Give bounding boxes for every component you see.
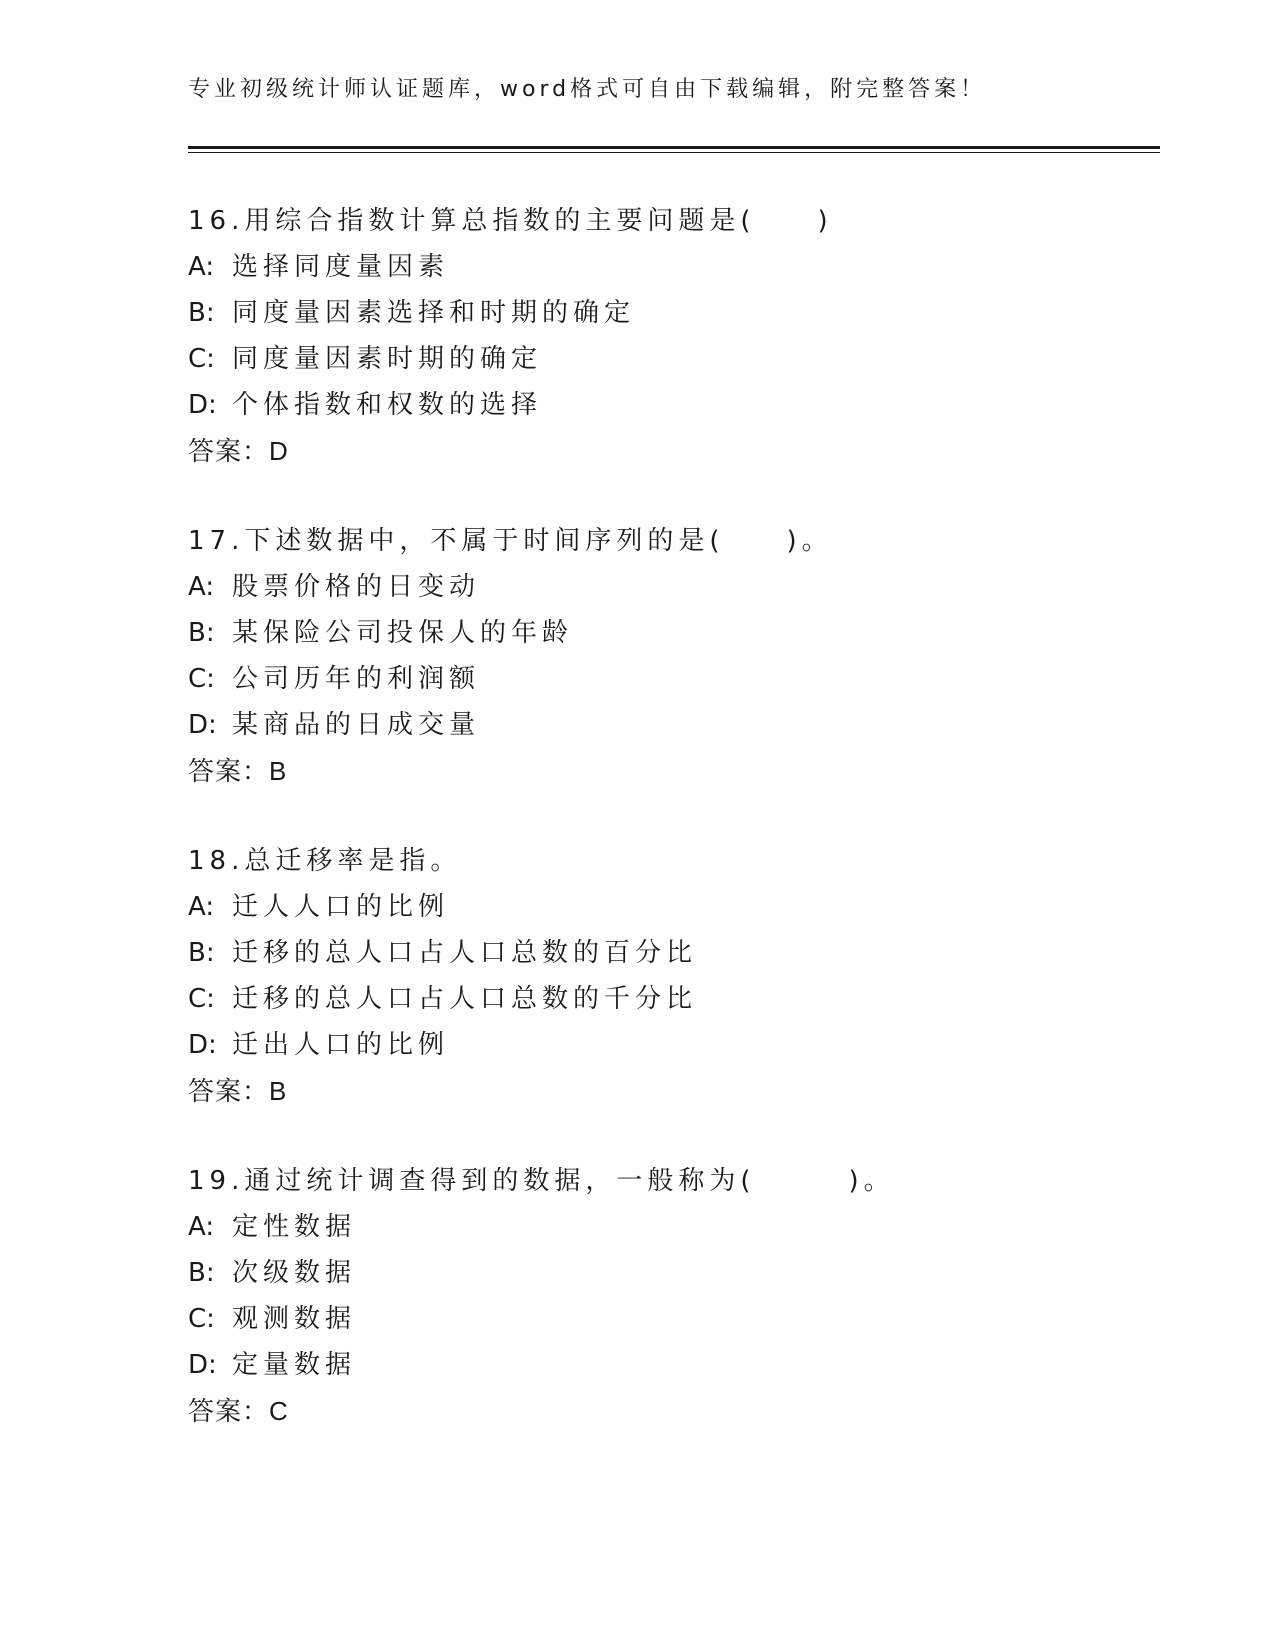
option-letter: A: [188,892,215,922]
option-text: 同度量因素时期的确定 [232,344,543,374]
option-letter: A: [188,572,215,602]
option-d [188,702,1148,748]
option-letter: D: [188,390,217,420]
option-a [188,884,1148,930]
option-letter: A: [188,1212,215,1242]
option-c [188,1296,1148,1342]
option-b [188,1250,1148,1296]
question-19 [188,1158,1148,1434]
option-text: 迁移的总人口占人口总数的千分比 [232,984,698,1014]
option-b [188,930,1148,976]
answer: 答案：B [188,756,288,786]
page-header: 专业初级统计师认证题库，word格式可自由下载编辑，附完整答案！ [188,77,987,102]
answer: 答案：B [188,1076,288,1106]
option-c [188,336,1148,382]
option-a [188,244,1148,290]
option-letter: B: [188,618,215,648]
question-stem: 16.用综合指数计算总指数的主要问题是( ) [188,206,833,236]
option-letter: C: [188,1304,215,1334]
option-letter: D: [188,710,217,740]
option-text: 迁出人口的比例 [232,1030,450,1060]
option-letter: B: [188,1258,215,1288]
option-text: 个体指数和权数的选择 [232,390,543,420]
option-text: 迁移的总人口占人口总数的百分比 [232,938,698,968]
answer: 答案：D [188,436,289,466]
option-d [188,1342,1148,1388]
option-text: 定性数据 [232,1212,357,1242]
question-stem: 19.通过统计调查得到的数据，一般称为( )。 [188,1166,895,1196]
option-letter: C: [188,984,215,1014]
option-text: 公司历年的利润额 [232,664,481,694]
option-letter: A: [188,252,215,282]
question-18 [188,838,1148,1114]
option-letter: D: [188,1030,217,1060]
answer: 答案：C [188,1396,289,1426]
option-text: 同度量因素选择和时期的确定 [232,298,636,328]
option-text: 观测数据 [232,1304,357,1334]
option-letter: B: [188,298,215,328]
option-b [188,610,1148,656]
option-a [188,564,1148,610]
option-d [188,1022,1148,1068]
option-text: 某商品的日成交量 [232,710,481,740]
header-rule-thick [188,146,1160,149]
option-text: 迁人人口的比例 [232,892,450,922]
header-rule-thin [188,152,1160,153]
option-text: 选择同度量因素 [232,252,450,282]
option-letter: C: [188,664,215,694]
question-17 [188,518,1148,794]
option-c [188,976,1148,1022]
option-c [188,656,1148,702]
question-16 [188,198,1148,474]
option-letter: C: [188,344,215,374]
option-letter: B: [188,938,215,968]
option-d [188,382,1148,428]
option-text: 定量数据 [232,1350,357,1380]
option-letter: D: [188,1350,217,1380]
option-a [188,1204,1148,1250]
option-text: 某保险公司投保人的年龄 [232,618,574,648]
option-b [188,290,1148,336]
option-text: 股票价格的日变动 [232,572,481,602]
question-stem: 17.下述数据中，不属于时间序列的是( )。 [188,526,833,556]
option-text: 次级数据 [232,1258,357,1288]
question-stem: 18.总迁移率是指。 [188,846,462,876]
